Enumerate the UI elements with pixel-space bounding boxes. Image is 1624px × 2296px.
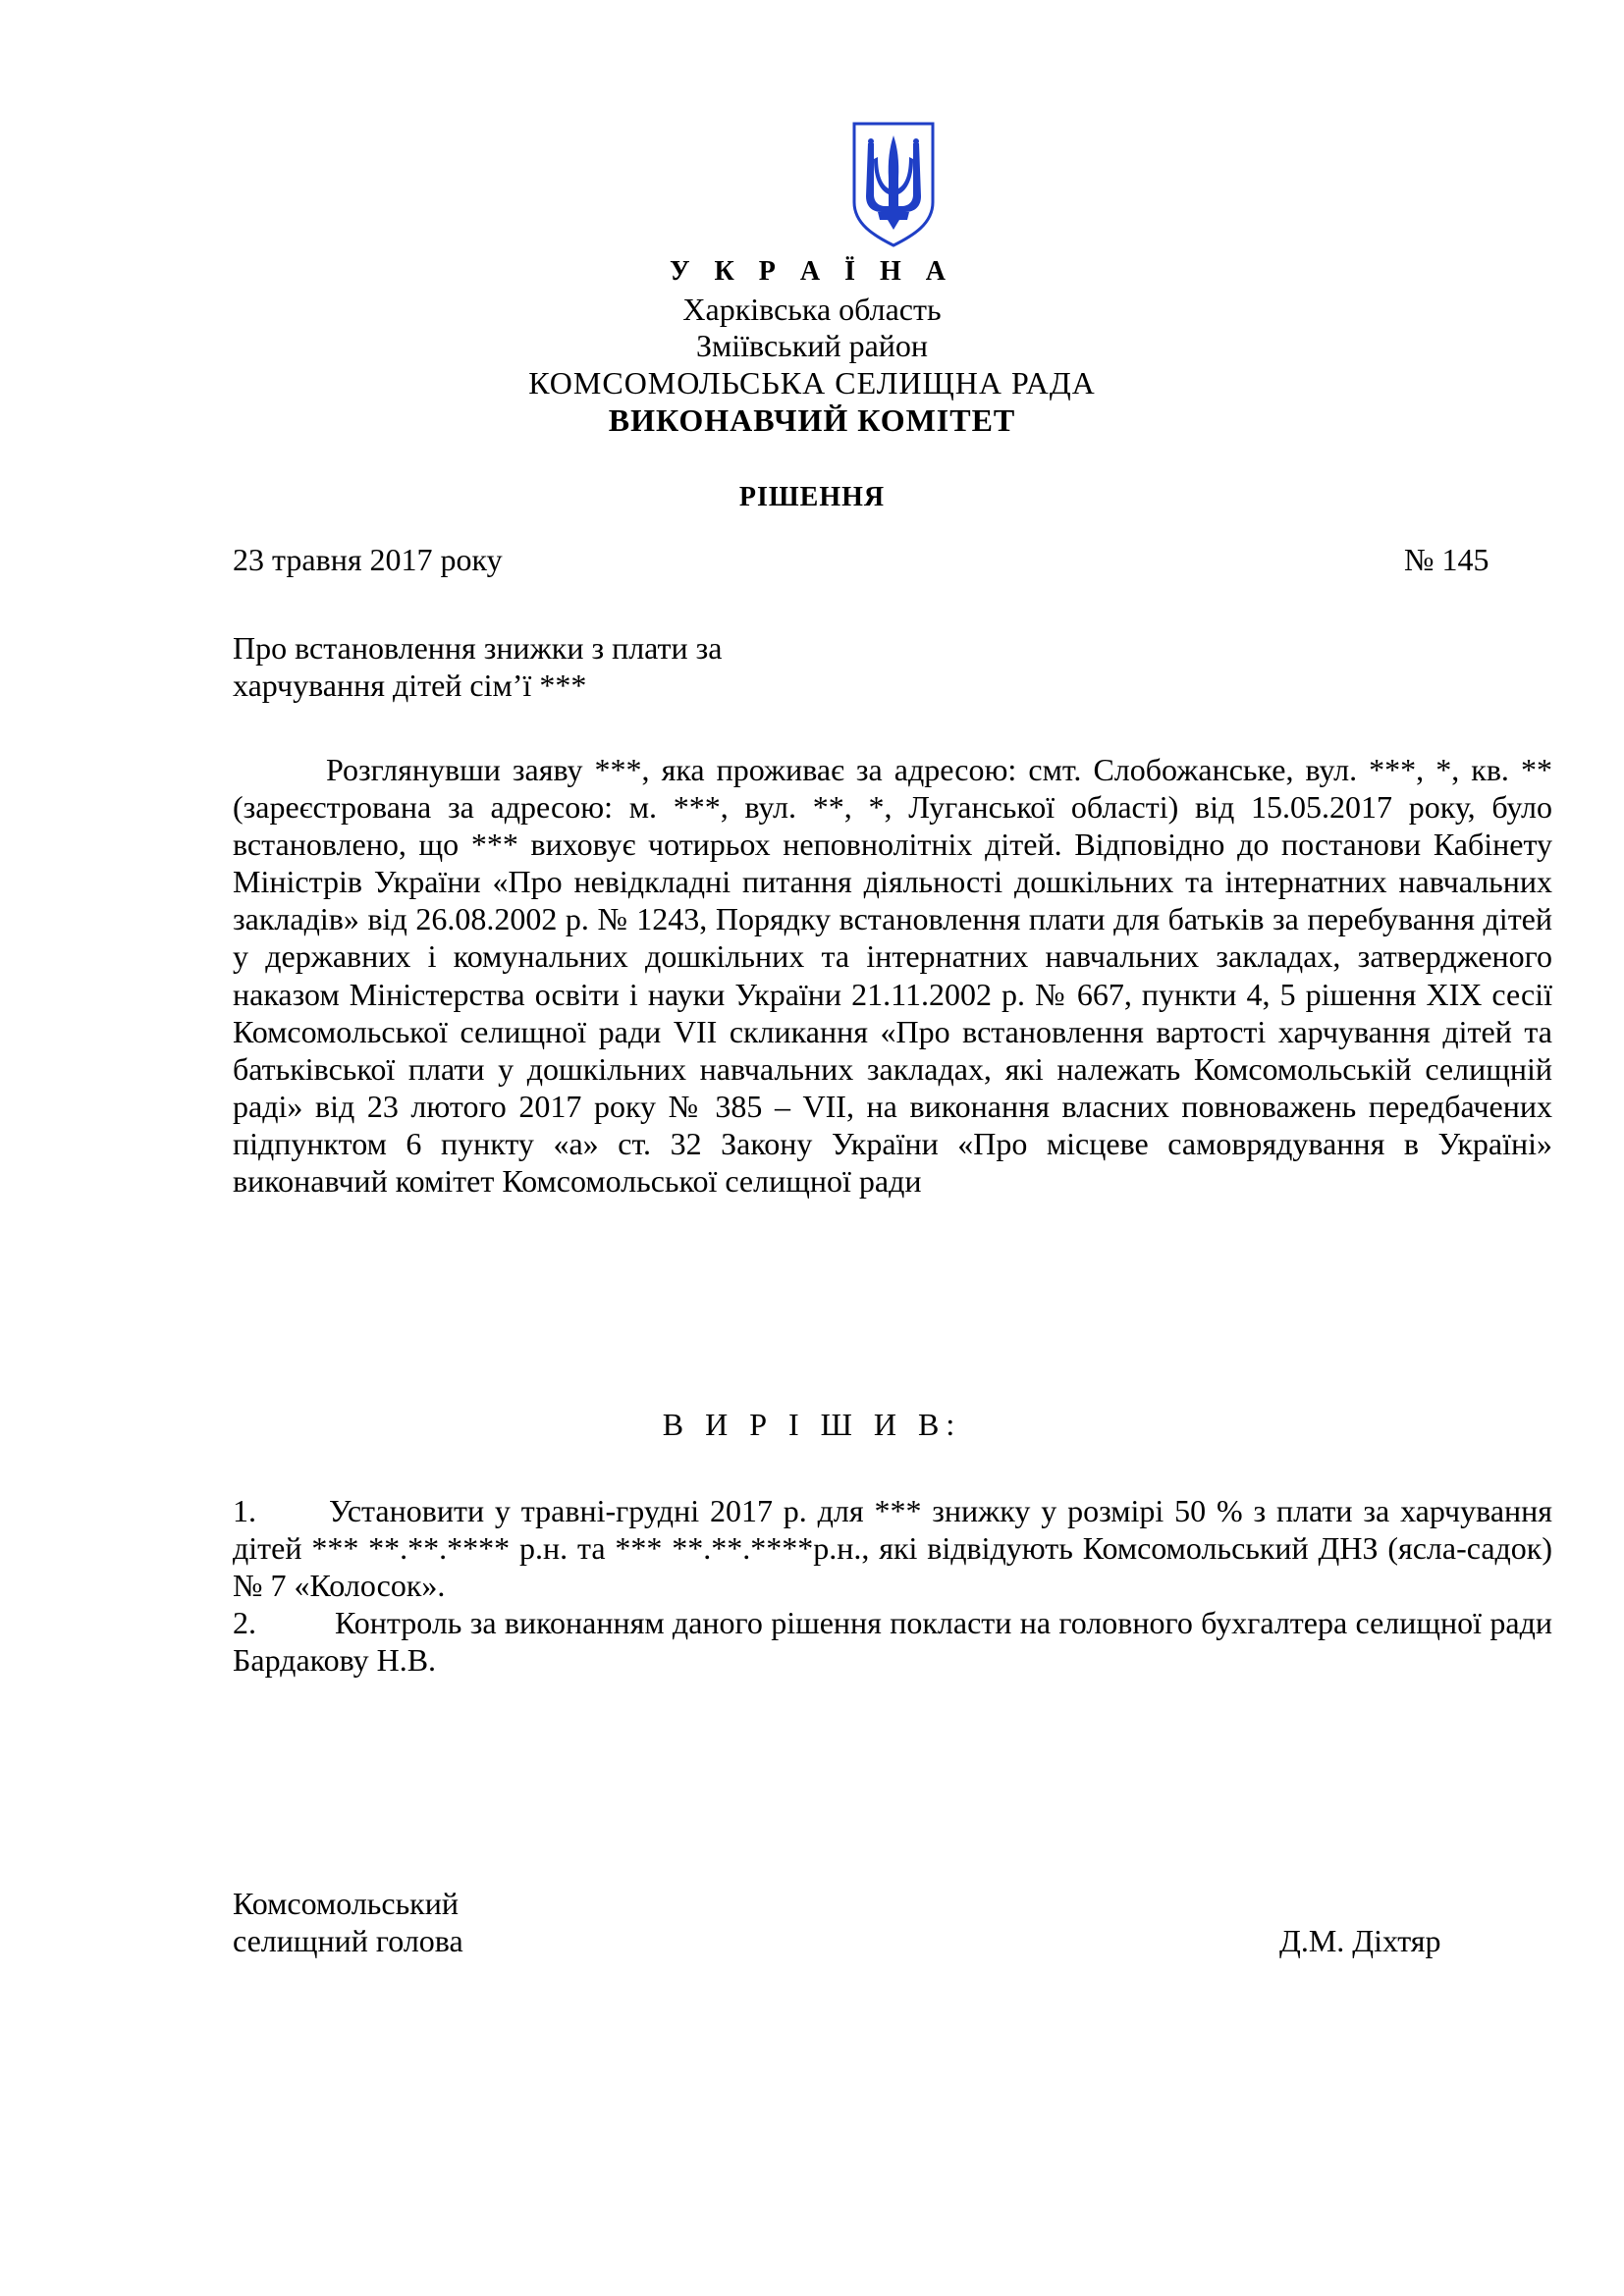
item-text: Установити у травні-грудні 2017 р. для *** знижку у розмірі 50 % з плати за харчування дітей *** **.**.**** р.н. та *** **.**.****р.н., які відвідують Комсомольський ДНЗ (ясла-садок) № 7 «Колосок». — [233, 1493, 1552, 1604]
resolution-item — [233, 1604, 1552, 1679]
signatory-name: Д.М. Діхтяр — [1279, 1923, 1441, 1958]
item-number: 2. — [233, 1605, 256, 1640]
resolution-item — [233, 1492, 1552, 1605]
item-number: 1. — [233, 1493, 256, 1528]
signatory-title — [233, 1885, 463, 1959]
signatory-title-line: Комсомольський — [233, 1886, 459, 1921]
country-name: У К Р А Ї Н А — [669, 256, 955, 287]
resolve-heading: В И Р І Ш И В: — [662, 1407, 962, 1442]
subject-line: Про встановлення знижки з плати за — [233, 630, 723, 666]
council-name: КОМСОМОЛЬСЬКА СЕЛИЩНА РАДА — [528, 365, 1096, 400]
document-subject — [233, 629, 910, 704]
document-number: № 145 — [1404, 542, 1489, 577]
region-name: Харківська область — [682, 292, 942, 327]
subject-line: харчування дітей сім’ї *** — [233, 667, 587, 703]
district-name: Зміївський район — [695, 328, 929, 363]
document-date: 23 травня 2017 року — [233, 542, 503, 577]
preamble-paragraph: Розглянувши заяву ***, яка проживає за адресою: смт. Слобожанське, вул. ***, *, кв. ** (зареєстрована за адресою: м. ***, вул. **, *, Луганської області) від 15.05.2017 року, було встановлено, що *** виховує чотирьох неповнолітніх дітей. Відповідно до постанови Кабінету Міністрів України «Про невідкладні питання діяльності дошкільних та інтернатних навчальних закладів» від 26.08.2002 р. № 1243, Порядку встановлення плати для батьків за перебування дітей у державних і комунальних дошкільних та інтернатних навчальних закладах, затвердженого наказом Міністерства освіти і науки України 21.11.2002 р. № 667, пункти 4, 5 рішення XIX сесії Комсомольської селищної ради VII скликання «Про встановлення вартості харчування дітей та батьківської плати у дошкільних навчальних закладах, які належать Комсомольській селищній раді» від 23 лютого 2017 року № 385 – VII, на виконання власних повноважень передбачених підпунктом 6 пункту «а» ст. 32 Закону України «Про місцеве самоврядування в Україні» виконавчий комітет Комсомольської селищної ради — [233, 752, 1552, 1200]
committee-name: ВИКОНАВЧИЙ КОМІТЕТ — [608, 402, 1016, 438]
item-text: Контроль за виконанням даного рішення покласти на головного бухгалтера селищної ради Бардакову Н.В. — [233, 1605, 1552, 1679]
tryzub-coat-of-arms-icon — [848, 118, 939, 249]
document-type: РІШЕННЯ — [738, 482, 886, 512]
signatory-title-line: селищний голова — [233, 1923, 463, 1958]
